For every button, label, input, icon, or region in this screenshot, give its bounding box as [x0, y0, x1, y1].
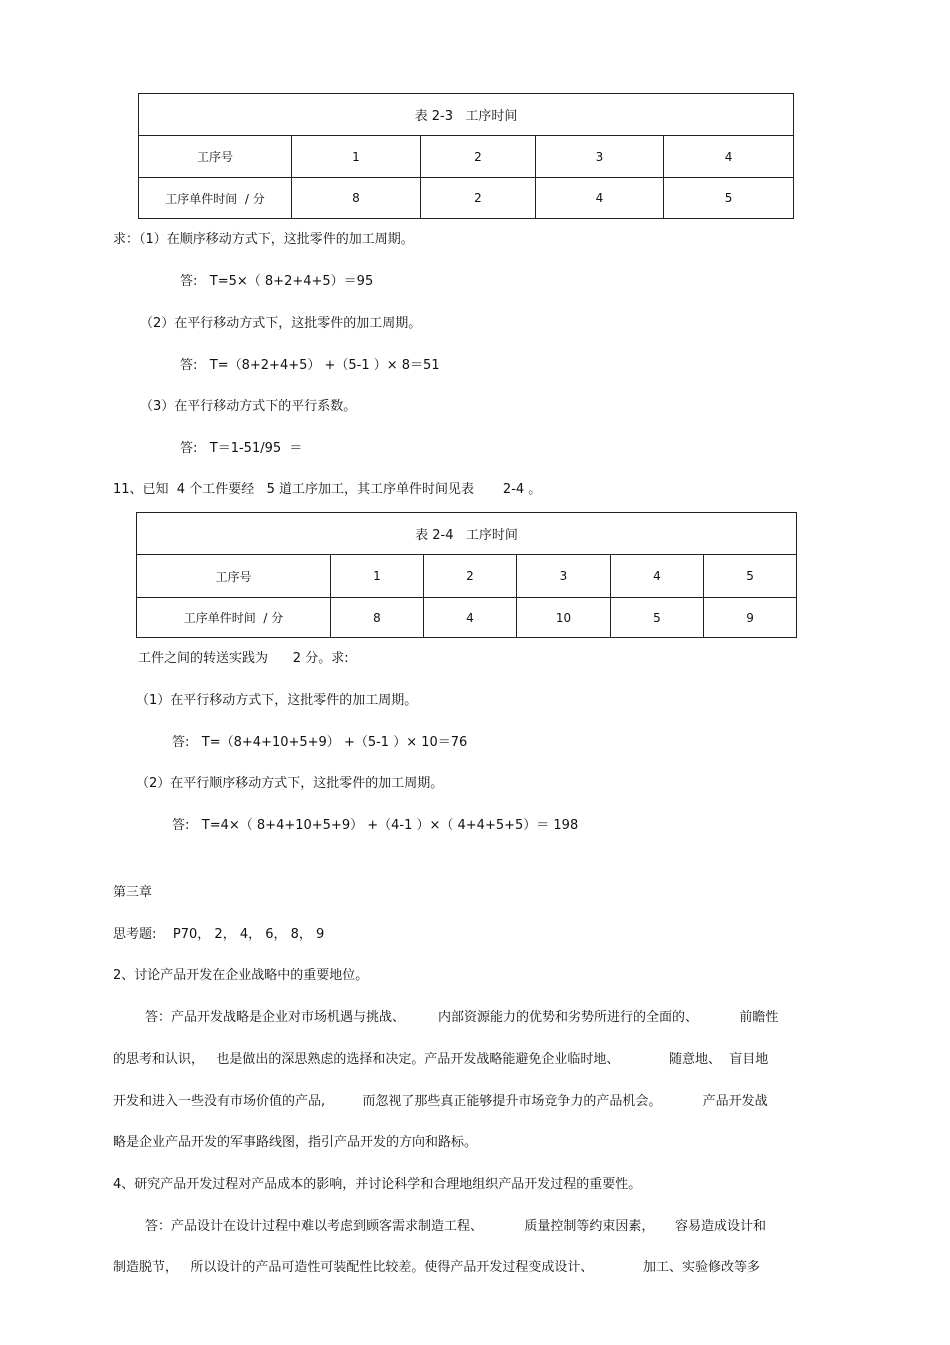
table-cell: 3	[536, 136, 664, 178]
process-time-table-2-4	[136, 512, 797, 638]
table-cell: 10	[517, 598, 611, 638]
row-label: 工序单件时间 / 分	[139, 178, 292, 219]
answer-paragraph-line: 答：产品开发战略是企业对市场机遇与挑战、 内部资源能力的优势和劣势所进行的全面的、 前瞻性	[145, 1010, 779, 1025]
table-cell: 4	[664, 136, 794, 178]
question-part: （2）在平行顺序移动方式下，这批零件的加工周期。	[136, 776, 444, 791]
answer-line: 答: T＝1-51/95 ＝	[180, 441, 303, 456]
table-cell: 5	[664, 178, 794, 219]
question-stem: 11、已知 4 个工件要经 5 道工序加工，其工序单件时间见表 2-4 。	[113, 482, 542, 497]
table-cell: 2	[424, 555, 517, 598]
table-cell: 2	[421, 136, 536, 178]
question-part: （3）在平行移动方式下的平行系数。	[140, 399, 357, 414]
table-cell: 4	[536, 178, 664, 219]
answer-line: 答: T=5×（ 8+2+4+5）＝95	[180, 274, 374, 289]
question-part: （2）在平行移动方式下，这批零件的加工周期。	[140, 316, 422, 331]
table-cell: 8	[292, 178, 421, 219]
row-label: 工序单件时间 / 分	[137, 598, 331, 638]
table-cell: 3	[517, 555, 611, 598]
table-cell: 5	[704, 555, 797, 598]
question-part: （1）在平行移动方式下，这批零件的加工周期。	[136, 693, 418, 708]
process-time-table-2-3	[138, 93, 794, 219]
answer-paragraph-line: 略是企业产品开发的军事路线图，指引产品开发的方向和路标。	[113, 1135, 478, 1150]
answer-line: 答: T=（8+4+10+5+9） +（5-1 ）× 10＝76	[172, 735, 468, 750]
table-caption: 表 2-3 工序时间	[139, 94, 794, 136]
table-cell: 4	[611, 555, 704, 598]
answer-line: 答: T=（8+2+4+5） +（5-1 ）× 8＝51	[180, 358, 440, 373]
question-ask: 求：（1）在顺序移动方式下，这批零件的加工周期。	[113, 232, 414, 247]
row-label: 工序号	[137, 555, 331, 598]
row-label: 工序号	[139, 136, 292, 178]
chapter-title: 第三章	[113, 885, 153, 900]
table-cell: 2	[421, 178, 536, 219]
table-cell: 4	[424, 598, 517, 638]
question-4: 4、研究产品开发过程对产品成本的影响，并讨论科学和合理地组织产品开发过程的重要性。	[113, 1177, 642, 1192]
transfer-note: 工件之间的转送实践为 2 分。求:	[138, 651, 349, 666]
answer-paragraph-line: 制造脱节， 所以设计的产品可造性可装配性比较差。使得产品开发过程变成设计、 加工、实验修改等多	[113, 1260, 760, 1275]
answer-paragraph-line: 答：产品设计在设计过程中难以考虑到顾客需求制造工程、 质量控制等约束因素， 容易造成设计和	[145, 1219, 766, 1234]
answer-paragraph-line: 开发和进入一些没有市场价值的产品, 而忽视了那些真正能够提升市场竞争力的产品机会。 产品开发战	[113, 1094, 768, 1109]
table-cell: 5	[611, 598, 704, 638]
table-cell: 1	[292, 136, 421, 178]
answer-paragraph-line: 的思考和认识， 也是做出的深思熟虑的选择和决定。产品开发战略能避免企业临时地、 随意地、 盲目地	[113, 1052, 769, 1067]
table-caption: 表 2-4 工序时间	[137, 513, 797, 555]
table-cell: 1	[331, 555, 424, 598]
homework-list: 思考题: P70， 2， 4， 6， 8， 9	[113, 927, 325, 942]
answer-line: 答: T=4×（ 8+4+10+5+9） +（4-1 ）×（ 4+4+5+5）＝ 198	[172, 818, 579, 833]
table-cell: 8	[331, 598, 424, 638]
table-cell: 9	[704, 598, 797, 638]
question-2: 2、讨论产品开发在企业战略中的重要地位。	[113, 968, 369, 983]
